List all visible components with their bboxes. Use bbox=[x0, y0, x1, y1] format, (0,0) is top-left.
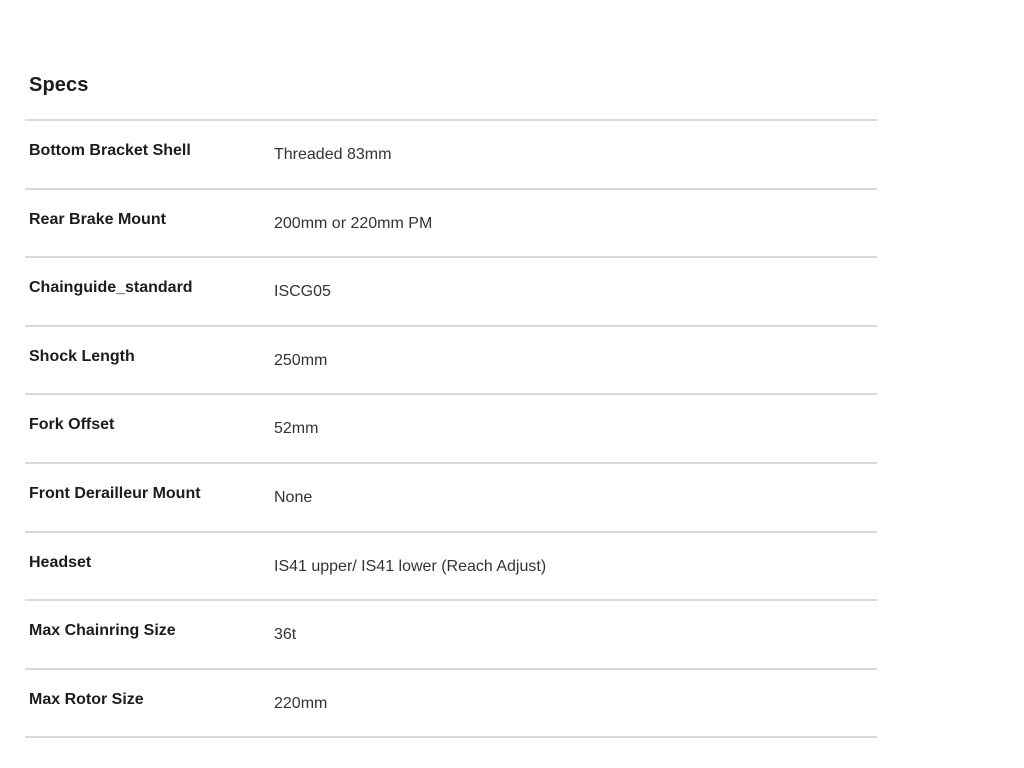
spec-row-max-rotor-size bbox=[25, 670, 877, 739]
spec-label: Rear Brake Mount bbox=[29, 210, 166, 228]
spec-value: 250mm bbox=[274, 351, 328, 369]
spec-row-fork-offset bbox=[25, 395, 877, 464]
spec-label: Shock Length bbox=[29, 347, 135, 365]
spec-row-headset bbox=[25, 533, 877, 602]
spec-label: Front Derailleur Mount bbox=[29, 484, 201, 502]
spec-value: ISCG05 bbox=[274, 283, 331, 301]
spec-value: 36t bbox=[274, 626, 297, 644]
spec-row-max-chainring-size bbox=[25, 601, 877, 670]
spec-row-rear-brake-mount bbox=[25, 190, 877, 259]
spec-label: Bottom Bracket Shell bbox=[29, 142, 191, 159]
spec-label: Headset bbox=[29, 553, 92, 571]
specs-title: Specs bbox=[29, 74, 89, 96]
spec-value: Threaded 83mm bbox=[274, 146, 392, 163]
spec-row-front-derailleur-mount bbox=[25, 464, 877, 533]
spec-value: IS41 upper/ IS41 lower (Reach Adjust) bbox=[274, 557, 547, 575]
spec-label: Max Rotor Size bbox=[29, 690, 144, 708]
spec-label: Fork Offset bbox=[29, 416, 115, 434]
spec-value: 220mm bbox=[274, 694, 328, 712]
spec-value: 200mm or 220mm PM bbox=[274, 214, 433, 232]
spec-label: Max Chainring Size bbox=[29, 622, 176, 640]
spec-value: 52mm bbox=[274, 420, 319, 438]
spec-row-chainguide-standard bbox=[25, 258, 877, 327]
spec-value: None bbox=[274, 488, 313, 506]
specs-table bbox=[25, 119, 877, 738]
specs-section bbox=[25, 70, 877, 738]
spec-row-shock-length bbox=[25, 327, 877, 396]
spec-row-bottom-bracket-shell bbox=[25, 121, 877, 190]
spec-label: Chainguide_standard bbox=[29, 279, 193, 297]
